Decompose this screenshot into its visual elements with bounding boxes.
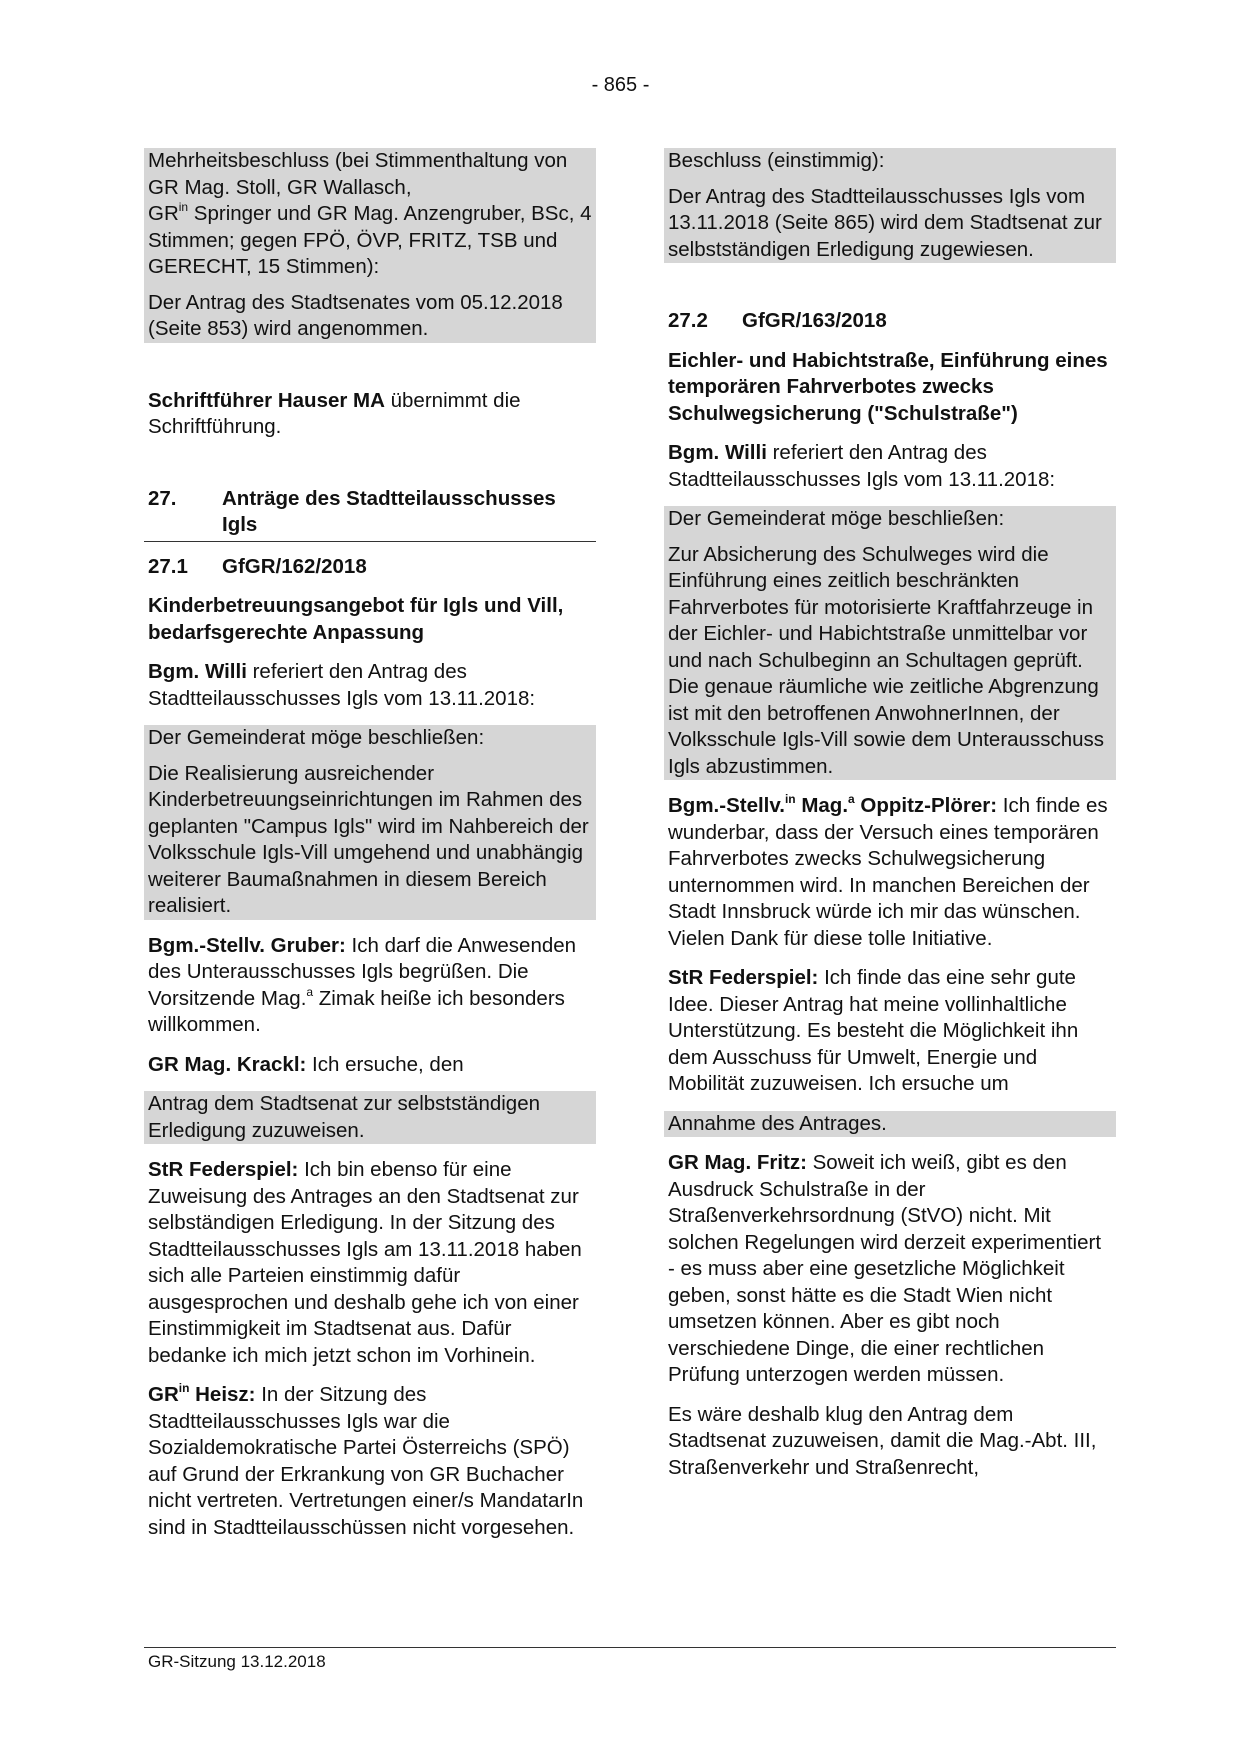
motion-text: Zur Absicherung des Schulweges wird die Einführung eines zeitlich beschränkten Fahrverbotes für motorisierte Kraftfahrzeuge in der Eichler- und Habichtstraße unmittelbar vor und nach Schulbeginn an Schultagen geprüft. Die genaue räumliche wie zeitliche Abgrenzung ist mit den betroffenen AnwohnerInnen, der Volksschule Igls-Vill sowie dem Unterausschuss Igls abzustimmen. — [668, 542, 1105, 778]
speaker-name: GR Mag. Fritz: — [668, 1151, 807, 1174]
speech-paragraph: GR Mag. Krackl: Ich ersuche, den — [148, 1052, 464, 1076]
item-number: 27.2 — [668, 309, 708, 332]
speaker-name: StR Federspiel: — [148, 1158, 299, 1181]
speech-paragraph: Bgm.-Stellv. Gruber: Ich darf die Anwesenden des Unterausschusses Igls begrüßen. Die Vorsitzende Mag.$^a$ Zimak heiße ich besonders willkommen. — [148, 933, 577, 1036]
item-title: Kinderbetreuungsangebot für Igls und Vill, bedarfsgerechte Anpassung — [148, 594, 564, 644]
motion-block — [144, 725, 596, 920]
speaker-name: Bgm. Willi — [668, 441, 767, 464]
speech-paragraph: Es wäre deshalb klug den Antrag dem Stadtsenat zuzuweisen, damit die Mag.-Abt. III, Straßenverkehr und Straßenrecht, — [668, 1402, 1097, 1479]
left-column — [144, 148, 596, 1554]
footer-text: GR-Sitzung 13.12.2018 — [148, 1652, 326, 1671]
speech-paragraph: Bgm. Willi referiert den Antrag des Stadtteilausschusses Igls vom 13.11.2018: — [148, 660, 536, 710]
motion-text: Die Realisierung ausreichender Kinderbetreuungseinrichtungen im Rahmen des geplanten "Campus Igls" wird im Nahbereich der Volksschule Igls-Vill umgehend und unabhängig weiterer Baumaßnahmen in diesem Bereich realisiert. — [148, 761, 589, 917]
request-block: Annahme des Antrages. — [664, 1111, 1116, 1138]
speaker-name: Bgm.-Stellv. Gruber: — [148, 933, 346, 957]
speech-paragraph: $GR^{in}$ Heisz: In der Sitzung des Stadtteilausschusses Igls war die Sozialdemokratische Partei Österreichs (SPÖ) auf Grund der Erkrankung von GR Buchacher nicht vertreten. Vertretungen einer/s MandatarIn sind in Stadtteilausschüssen nicht vorgesehen. — [148, 1381, 584, 1539]
item-heading — [144, 554, 596, 581]
motion-label: Der Gemeinderat möge beschließen: — [148, 726, 485, 749]
speaker-name: Bgm.-Stellv.$^{in}$ Mag.$^a$ Oppitz-Plörer: — [668, 792, 998, 817]
speech-paragraph: Bgm. Willi referiert den Antrag des Stadtteilausschusses Igls vom 13.11.2018: — [668, 441, 1056, 491]
footer-divider — [144, 1647, 1116, 1648]
request-block: Antrag dem Stadtsenat zur selbstständigen Erledigung zuzuweisen. — [144, 1091, 596, 1144]
speaker-name: Bgm. Willi — [148, 660, 247, 683]
motion-label: Der Gemeinderat möge beschließen: — [668, 507, 1005, 530]
section-number: 27. — [148, 486, 177, 510]
decision-result: Der Antrag des Stadtsenates vom 05.12.2018 (Seite 853) wird angenommen. — [148, 290, 563, 340]
section-title: Anträge des Stadtteilausschusses Igls — [222, 486, 556, 536]
item-code: GfGR/163/2018 — [742, 309, 887, 332]
unanimous-decision-block — [664, 148, 1116, 263]
item-heading — [664, 308, 1116, 335]
speech-paragraph: Bgm.-Stellv.$^{in}$ Mag.$^a$ Oppitz-Plörer: Ich finde es wunderbar, dass der Versuch eines temporären Fahrverbotes zwecks Schulwegsicherung unternommen wird. In manchen Bereichen der Stadt Innsbruck würde ich mir das wünschen. Vielen Dank für diese tolle Initiative. — [668, 792, 1108, 950]
section-heading — [144, 486, 596, 542]
speaker-name: $GR^{in}$ Heisz: — [148, 1381, 256, 1406]
item-code: GfGR/162/2018 — [222, 554, 367, 578]
recorder-name: Schriftführer Hauser MA — [148, 388, 385, 412]
item-title: Eichler- und Habichtstraße, Einführung eines temporären Fahrverbotes zwecks Schulwegsicherung ("Schulstraße") — [668, 348, 1108, 425]
speech-paragraph: StR Federspiel: Ich bin ebenso für eine Zuweisung des Antrages an den Stadtsenat zur selbständigen Erledigung. In der Sitzung des Stadtteilausschusses Igls am 13.11.2018 haben sich alle Parteien einstimmig dafür ausgesprochen und deshalb gehe ich von einer Einstimmigkeit im Stadtsenat aus. Dafür bedanke ich mich jetzt schon im Vorhinein. — [148, 1158, 582, 1367]
page-number: - 865 - — [591, 74, 650, 96]
right-column — [664, 148, 1116, 1494]
item-number: 27.1 — [148, 554, 188, 578]
speech-paragraph: StR Federspiel: Ich finde das eine sehr gute Idee. Dieser Antrag hat meine vollinhaltliche Unterstützung. Es besteht die Möglichkeit ihn dem Ausschuss für Umwelt, Energie und Mobilität zuzuweisen. Ich ersuche um — [668, 966, 1079, 1095]
decision-result: Der Antrag des Stadtteilausschusses Igls vom 13.11.2018 (Seite 865) wird dem Stadtsenat zur selbstständigen Erledigung zugewiesen. — [668, 184, 1102, 261]
speaker-name: GR Mag. Krackl: — [148, 1052, 307, 1076]
decision-text: Mehrheitsbeschluss (bei Stimmenthaltung von GR Mag. Stoll, GR Wallasch, $GR^{in}$ Springer und GR Mag. Anzengruber, BSc, 4 Stimmen; gegen FPÖ, ÖVP, FRITZ, TSB und GERECHT, 15 Stimmen): — [148, 149, 592, 278]
recorder-paragraph: Schriftführer Hauser MA übernimmt die Schriftführung. — [148, 388, 521, 438]
decision-label: Beschluss (einstimmig): — [668, 149, 885, 172]
motion-block — [664, 506, 1116, 780]
majority-decision-block — [144, 148, 596, 343]
speech-paragraph: GR Mag. Fritz: Soweit ich weiß, gibt es den Ausdruck Schulstraße in der Straßenverkehrsordnung (StVO) nicht. Mit solchen Regelungen wird derzeit experimentiert - es muss aber eine gesetzliche Möglichkeit geben, sonst hätte es die Stadt Wien nicht umsetzen können. Aber es gibt noch verschiedene Dinge, die einer rechtlichen Prüfung unterzogen werden müssen. — [668, 1151, 1102, 1386]
speaker-name: StR Federspiel: — [668, 966, 819, 989]
